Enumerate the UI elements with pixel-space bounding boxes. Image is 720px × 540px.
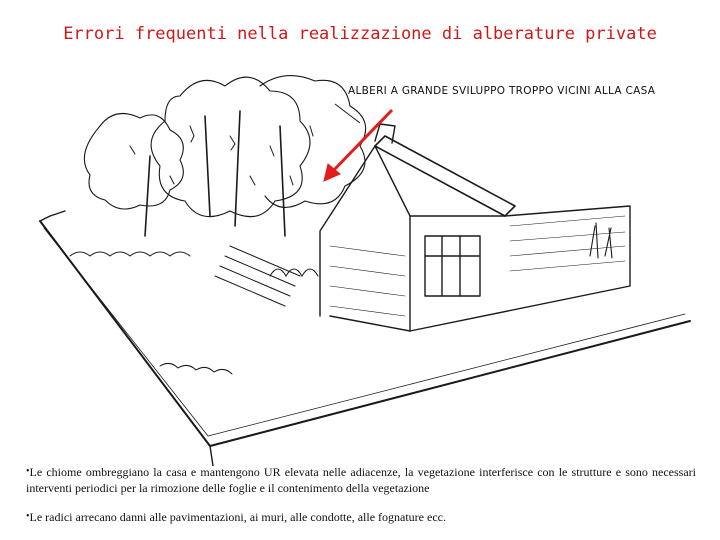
garden-sketch-illustration [30, 66, 710, 466]
bullet-marker: • [26, 466, 30, 477]
callout-label: ALBERI A GRANDE SVILUPPO TROPPO VICINI ALLA CASA [348, 85, 656, 97]
bullet-text: Le chiome ombreggiano la casa e mantengono UR elevata nelle adiacenze, la vegetazione interferisce con le strutture e sono necessari interventi periodici per la rimozione delle foglie e il contenimento della vegetazione [26, 465, 696, 495]
bullet-item [26, 509, 696, 525]
bullet-item [26, 464, 696, 496]
bullet-marker: • [26, 511, 30, 522]
slide-title: Errori frequenti nella realizzazione di alberature private [63, 24, 657, 44]
bullet-text: Le radici arrecano danni alle pavimentazioni, ai muri, alle condotte, alle fognature ecc. [29, 510, 446, 524]
bullet-list [26, 464, 696, 538]
